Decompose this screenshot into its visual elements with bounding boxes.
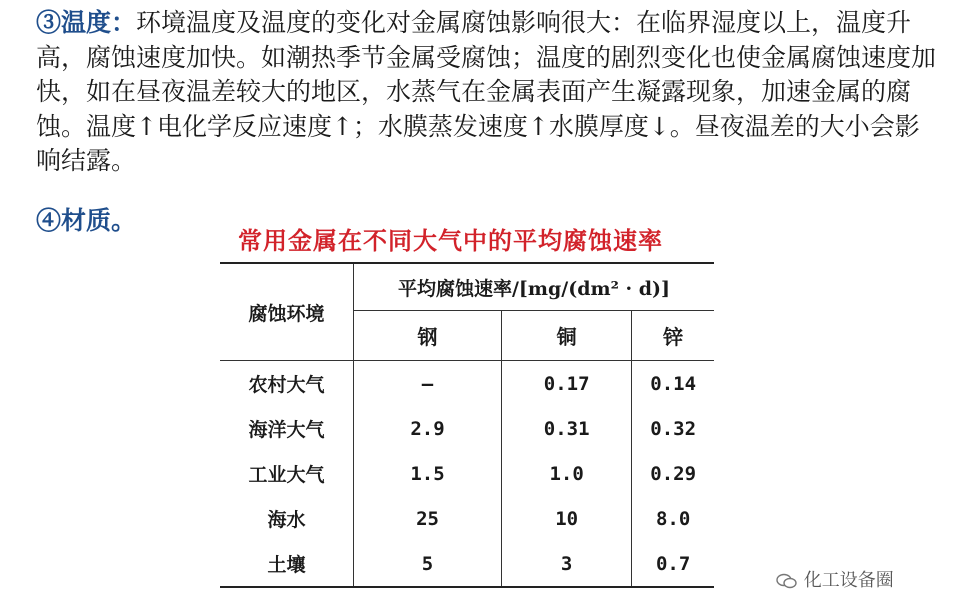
cell-copper: 1.0 bbox=[502, 451, 632, 496]
cell-zinc: 8.0 bbox=[632, 496, 714, 541]
table-row bbox=[220, 361, 714, 407]
table-title: 常用金属在不同大气中的平均腐蚀速率 bbox=[238, 226, 663, 255]
cell-copper: 10 bbox=[502, 496, 632, 541]
cell-copper: 0.17 bbox=[502, 361, 632, 407]
cell-zinc: 0.7 bbox=[632, 541, 714, 587]
temperature-paragraph bbox=[36, 6, 936, 179]
row-env: 工业大气 bbox=[248, 464, 325, 486]
row-env: 土壤 bbox=[267, 554, 306, 576]
watermark bbox=[776, 566, 894, 592]
temperature-text: 环境温度及温度的变化对金属腐蚀影响很大：在临界湿度以上，温度升高，腐蚀速度加快。如潮热季节金属受腐蚀；温度的剧烈变化也使金属腐蚀速度加快，如在昼夜温差较大的地区，水蒸气在金属表面产生凝露现象，加速金属的腐蚀。温度↑电化学反应速度↑；水膜蒸发速度↑水膜厚度↓。昼夜温差的大小会影响结露。 bbox=[36, 8, 937, 175]
env-column-header: 腐蚀环境 bbox=[248, 302, 325, 325]
metal-header-steel: 钢 bbox=[354, 311, 502, 361]
row-env: 海水 bbox=[267, 509, 306, 531]
cell-zinc: 0.32 bbox=[632, 406, 714, 451]
metal-header-copper: 铜 bbox=[502, 311, 632, 361]
cell-zinc: 0.29 bbox=[632, 451, 714, 496]
cell-steel: 2.9 bbox=[354, 406, 502, 451]
watermark-text: 化工设备圈 bbox=[803, 570, 894, 591]
row-env: 海洋大气 bbox=[248, 419, 325, 441]
metal-header-zinc: 锌 bbox=[632, 311, 714, 361]
table-row bbox=[220, 541, 714, 587]
rate-column-header: 平均腐蚀速率/[mg/(dm² · d)] bbox=[354, 263, 715, 311]
table-row bbox=[220, 451, 714, 496]
cell-steel: — bbox=[354, 361, 502, 407]
corrosion-rate-table bbox=[220, 262, 714, 588]
table-row bbox=[220, 496, 714, 541]
cell-copper: 0.31 bbox=[502, 406, 632, 451]
cell-steel: 1.5 bbox=[354, 451, 502, 496]
temperature-heading: ③温度： bbox=[36, 8, 137, 37]
cell-copper: 3 bbox=[502, 541, 632, 587]
cell-steel: 5 bbox=[354, 541, 502, 587]
table-row bbox=[220, 406, 714, 451]
cell-zinc: 0.14 bbox=[632, 361, 714, 407]
material-heading: ④材质。 bbox=[36, 206, 137, 235]
row-env: 农村大气 bbox=[220, 361, 354, 407]
cell-steel: 25 bbox=[354, 496, 502, 541]
